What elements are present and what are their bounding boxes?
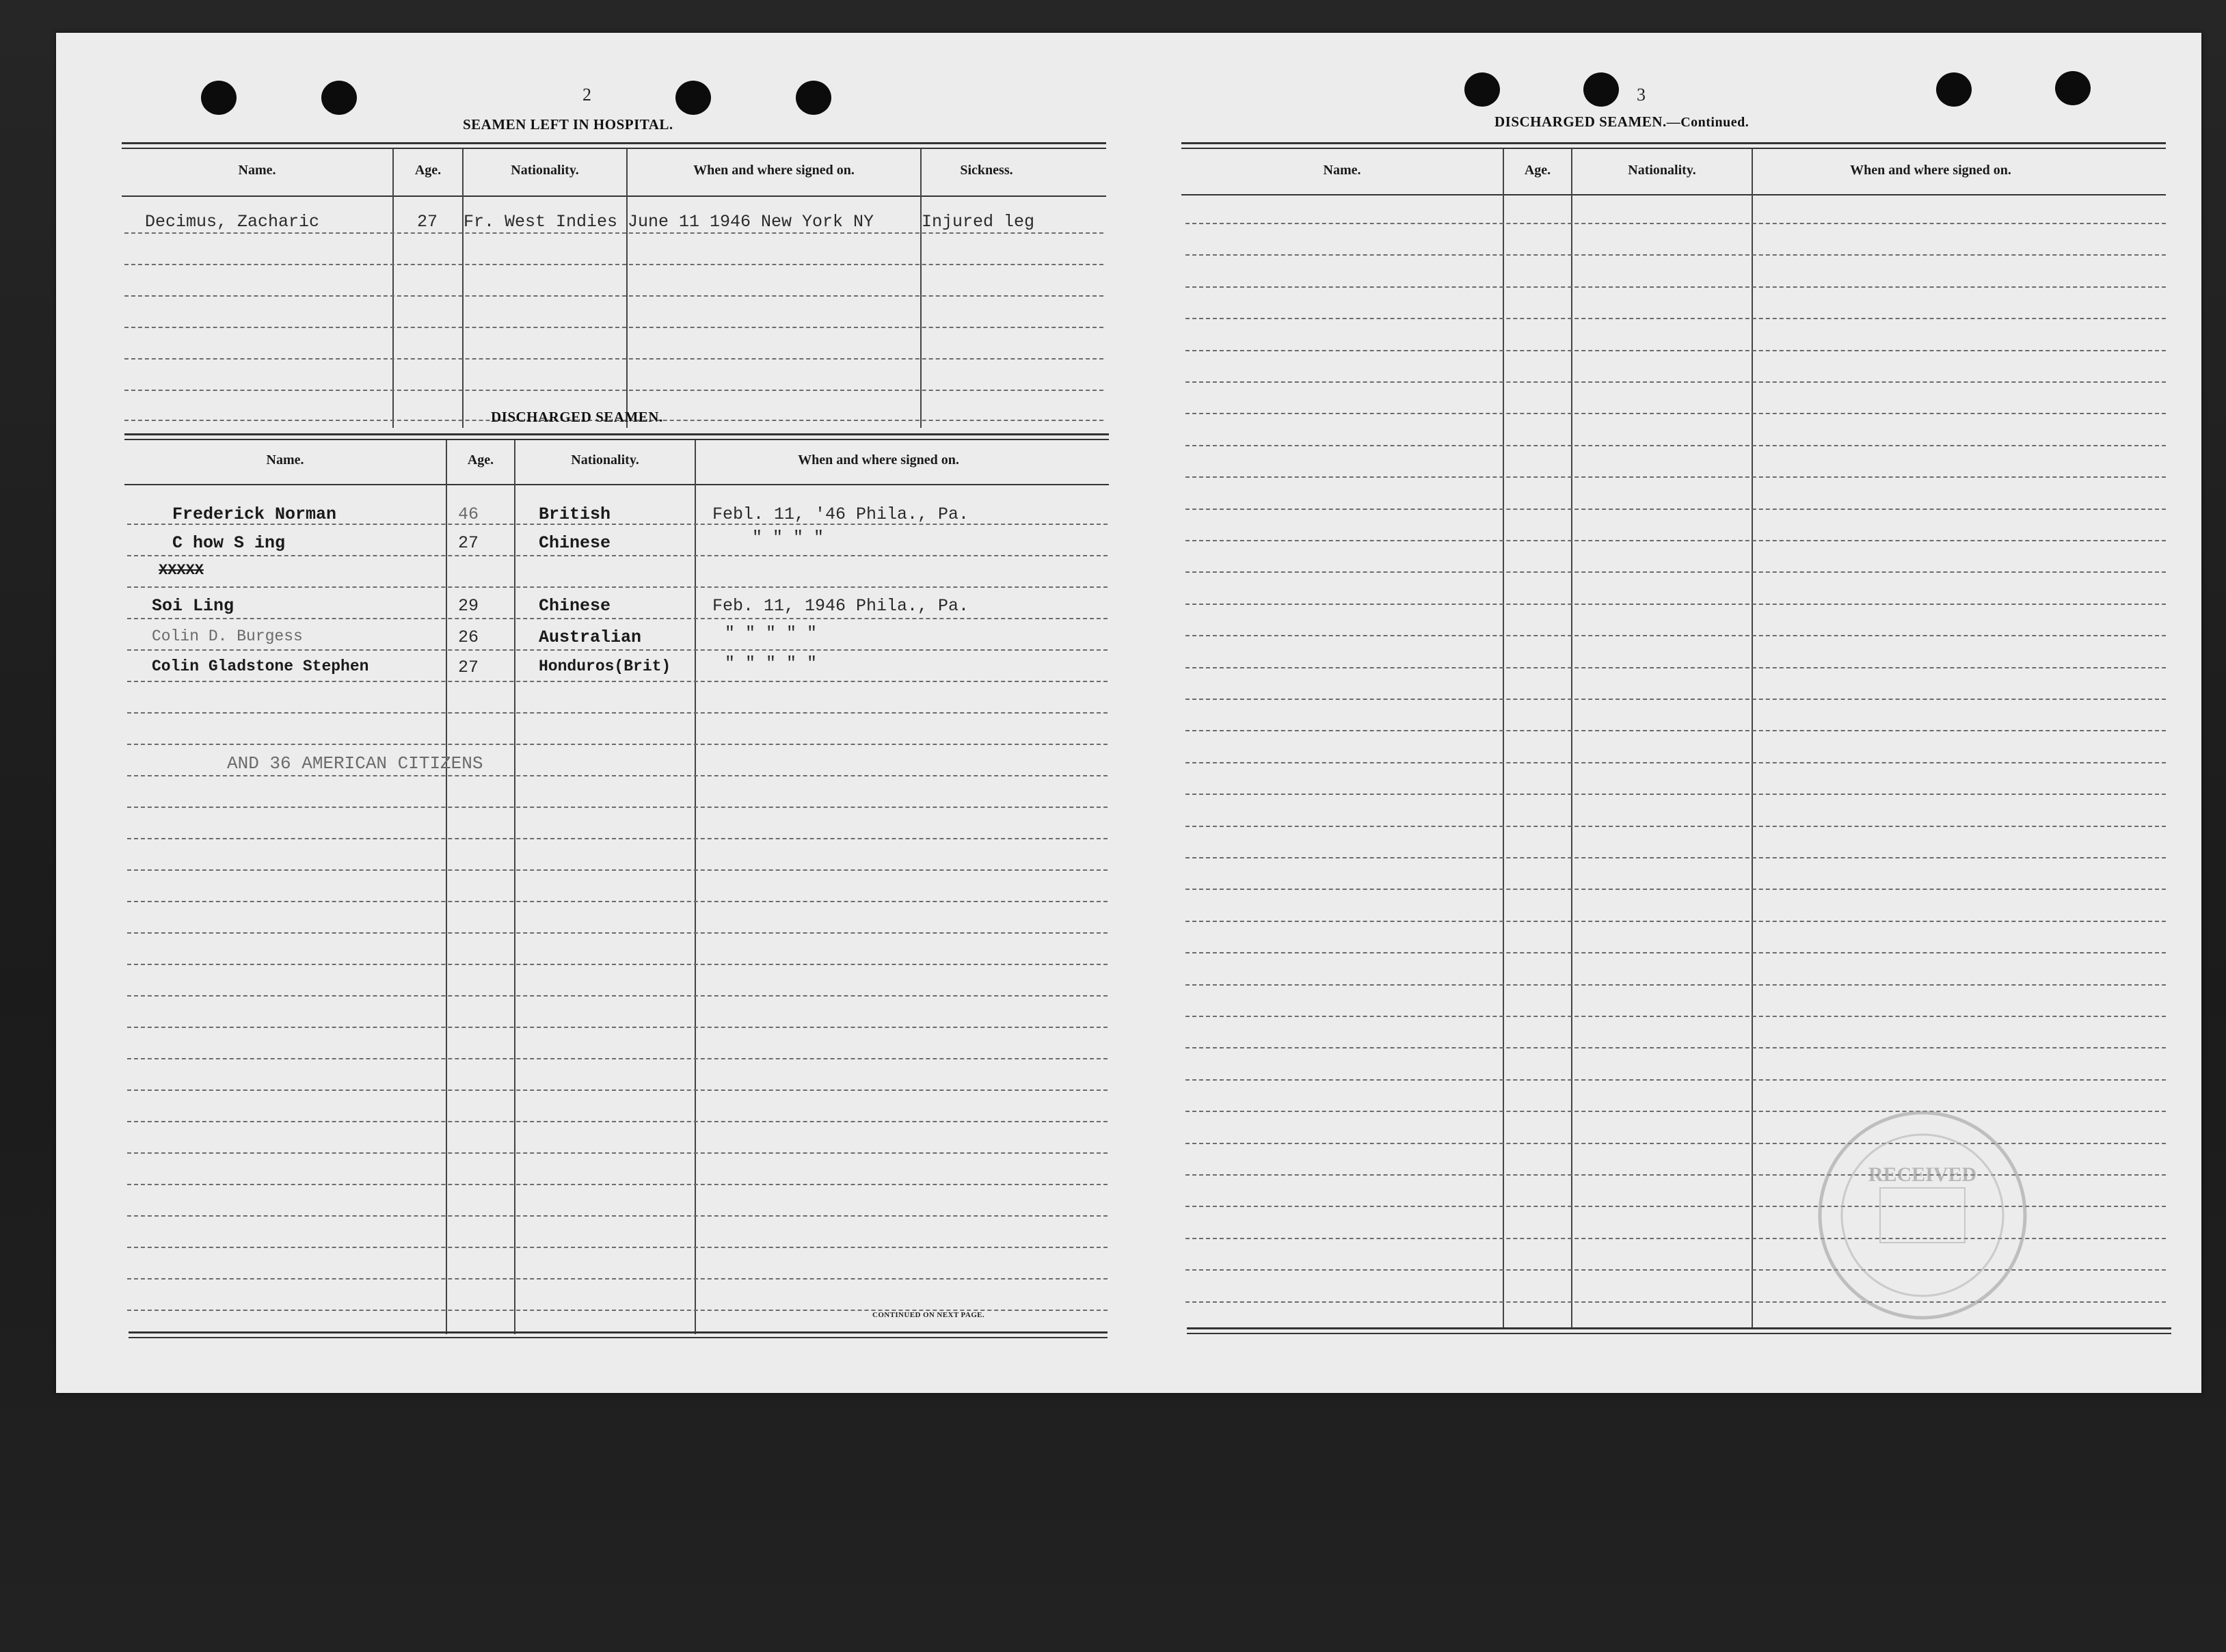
column-header-age: Age. [414, 163, 442, 178]
entry-line [1185, 762, 2166, 763]
entry-line [127, 1121, 1108, 1122]
received-stamp [1806, 1099, 2039, 1331]
column-divider [695, 440, 696, 1334]
entry-line [1185, 350, 2166, 351]
discharged-continued-title [1494, 113, 1749, 131]
stamp-text: RECEIVED [1868, 1163, 1977, 1186]
column-header-signed-on: When and where signed on. [693, 163, 855, 178]
discharged-name: Colin D. Burgess [152, 627, 303, 645]
discharged-nationality: Chinese [539, 596, 611, 616]
entry-line [127, 1247, 1108, 1248]
discharged-name: Frederick Norman [172, 504, 337, 524]
rule [122, 195, 1106, 197]
discharged-age: 27 [458, 658, 479, 677]
entry-line [127, 869, 1108, 871]
entry-line [127, 712, 1108, 714]
column-header-nationality: Nationality. [1628, 163, 1696, 178]
punch-hole [1583, 72, 1619, 107]
discharged-signed-on: " " " " " [725, 653, 818, 673]
column-divider [446, 440, 447, 1334]
punch-hole [1936, 72, 1972, 107]
discharged-name: Colin Gladstone Stephen [152, 658, 369, 675]
entry-line [1185, 476, 2166, 478]
discharged-nationality: British [539, 504, 611, 524]
continued-note: CONTINUED ON NEXT PAGE. [872, 1311, 985, 1319]
document-spread [56, 33, 2201, 1393]
discharged-name: C how S ing [172, 533, 286, 553]
entry-line [124, 232, 1103, 234]
column-header-nationality: Nationality. [571, 452, 639, 468]
entry-line [127, 1184, 1108, 1185]
entry-line [127, 1278, 1108, 1279]
entry-line [1185, 794, 2166, 795]
rule [124, 439, 1109, 440]
hospital-age: 27 [417, 212, 438, 232]
entry-line [124, 358, 1103, 360]
column-header-nationality: Nationality. [511, 163, 579, 178]
column-header-age: Age. [1524, 163, 1551, 178]
hospital-sickness: Injured leg [922, 212, 1035, 232]
page-number-right: 3 [1637, 85, 1646, 105]
entry-line [1185, 889, 2166, 890]
rule [129, 1331, 1108, 1333]
entry-line [127, 901, 1108, 902]
entry-line [127, 932, 1108, 934]
column-header-name: Name. [266, 452, 304, 468]
rule [122, 142, 1106, 144]
entry-line [127, 838, 1108, 839]
entry-line [1185, 667, 2166, 668]
entry-line [127, 681, 1108, 682]
hospital-name: Decimus, Zacharic [145, 212, 320, 232]
entry-line [1185, 1079, 2166, 1081]
entry-line [1185, 381, 2166, 383]
punch-hole [201, 81, 237, 115]
title-suffix: —Continued. [1666, 115, 1749, 130]
column-header-sickness: Sickness. [960, 163, 1013, 178]
entry-line [1185, 254, 2166, 256]
discharged-section-title: DISCHARGED SEAMEN. [491, 409, 663, 425]
column-divider [920, 149, 922, 428]
column-header-name: Name. [238, 163, 276, 178]
discharged-signed-on: Feb. 11, 1946 Phila., Pa. [712, 596, 969, 616]
entry-line [1185, 857, 2166, 858]
column-header-name: Name. [1323, 163, 1361, 178]
rule [124, 433, 1109, 435]
entry-line [127, 1027, 1108, 1028]
punch-hole [1464, 72, 1500, 107]
entry-line [1185, 571, 2166, 573]
title-text: DISCHARGED SEAMEN. [1494, 113, 1667, 130]
discharged-age: 27 [458, 533, 479, 553]
page-number-left: 2 [582, 85, 591, 105]
discharged-age: 46 [458, 504, 479, 524]
entry-line [1185, 984, 2166, 986]
entry-line [127, 1089, 1108, 1091]
entry-line [127, 995, 1108, 997]
column-divider [392, 149, 394, 428]
entry-line [124, 390, 1103, 391]
entry-line [124, 327, 1103, 328]
punch-hole [321, 81, 357, 115]
entry-line [1185, 952, 2166, 953]
entry-line [127, 1058, 1108, 1059]
column-header-signed-on: When and where signed on. [1850, 163, 2011, 178]
entry-line [1185, 223, 2166, 224]
column-divider [514, 440, 515, 1334]
entry-line [127, 744, 1108, 745]
discharged-age: 29 [458, 596, 479, 616]
discharged-nationality: Chinese [539, 533, 611, 553]
discharged-name: Soi Ling [152, 596, 234, 616]
entry-line [127, 807, 1108, 808]
entry-line [1185, 1016, 2166, 1017]
entry-line [1185, 921, 2166, 922]
entry-line [1185, 826, 2166, 827]
entry-line [127, 586, 1108, 588]
discharged-signed-on: Febl. 11, '46 Phila., Pa. [712, 504, 969, 524]
hospital-signed-on: June 11 1946 New York NY [628, 212, 874, 232]
entry-line [1185, 1047, 2166, 1048]
entry-line [127, 649, 1108, 651]
hospital-nationality: Fr. West Indies [464, 212, 618, 232]
punch-hole [796, 81, 831, 115]
entry-line [1185, 540, 2166, 541]
column-divider [1571, 149, 1572, 1329]
column-header-age: Age. [467, 452, 494, 468]
discharged-age: 26 [458, 627, 479, 647]
discharged-name-struck: XXXXX [159, 562, 204, 579]
entry-line [124, 264, 1103, 265]
discharged-nationality: Australian [539, 627, 642, 647]
entry-line [1185, 699, 2166, 700]
entry-line [1185, 509, 2166, 510]
entry-line [127, 1152, 1108, 1154]
discharged-signed-on: " " " " [752, 528, 824, 547]
rule [1187, 1333, 2171, 1334]
rule [124, 484, 1109, 485]
column-divider [462, 149, 464, 428]
punch-hole [675, 81, 711, 115]
rule [1181, 194, 2166, 195]
entry-line [1185, 413, 2166, 414]
column-divider [626, 149, 628, 428]
entry-line [127, 618, 1108, 619]
punch-hole [2055, 71, 2091, 105]
entry-line [1185, 286, 2166, 288]
entry-line [1185, 730, 2166, 731]
column-divider [1752, 149, 1753, 1329]
american-citizens-note: AND 36 AMERICAN CITIZENS [227, 753, 483, 774]
entry-line [1185, 445, 2166, 446]
discharged-nationality: Honduros(Brit) [539, 658, 671, 675]
entry-line [1185, 635, 2166, 636]
entry-line [127, 775, 1108, 776]
column-header-signed-on: When and where signed on. [798, 452, 959, 468]
rule [1181, 142, 2166, 144]
rule [129, 1337, 1108, 1338]
column-divider [1503, 149, 1504, 1329]
entry-line [1185, 318, 2166, 319]
rule [1181, 148, 2166, 149]
entry-line [1185, 604, 2166, 605]
discharged-signed-on: " " " " " [725, 623, 818, 643]
entry-line [127, 964, 1108, 965]
entry-line [127, 555, 1108, 556]
entry-line [127, 1215, 1108, 1217]
entry-line [124, 295, 1103, 297]
rule [122, 148, 1106, 149]
hospital-section-title: SEAMEN LEFT IN HOSPITAL. [463, 116, 673, 133]
